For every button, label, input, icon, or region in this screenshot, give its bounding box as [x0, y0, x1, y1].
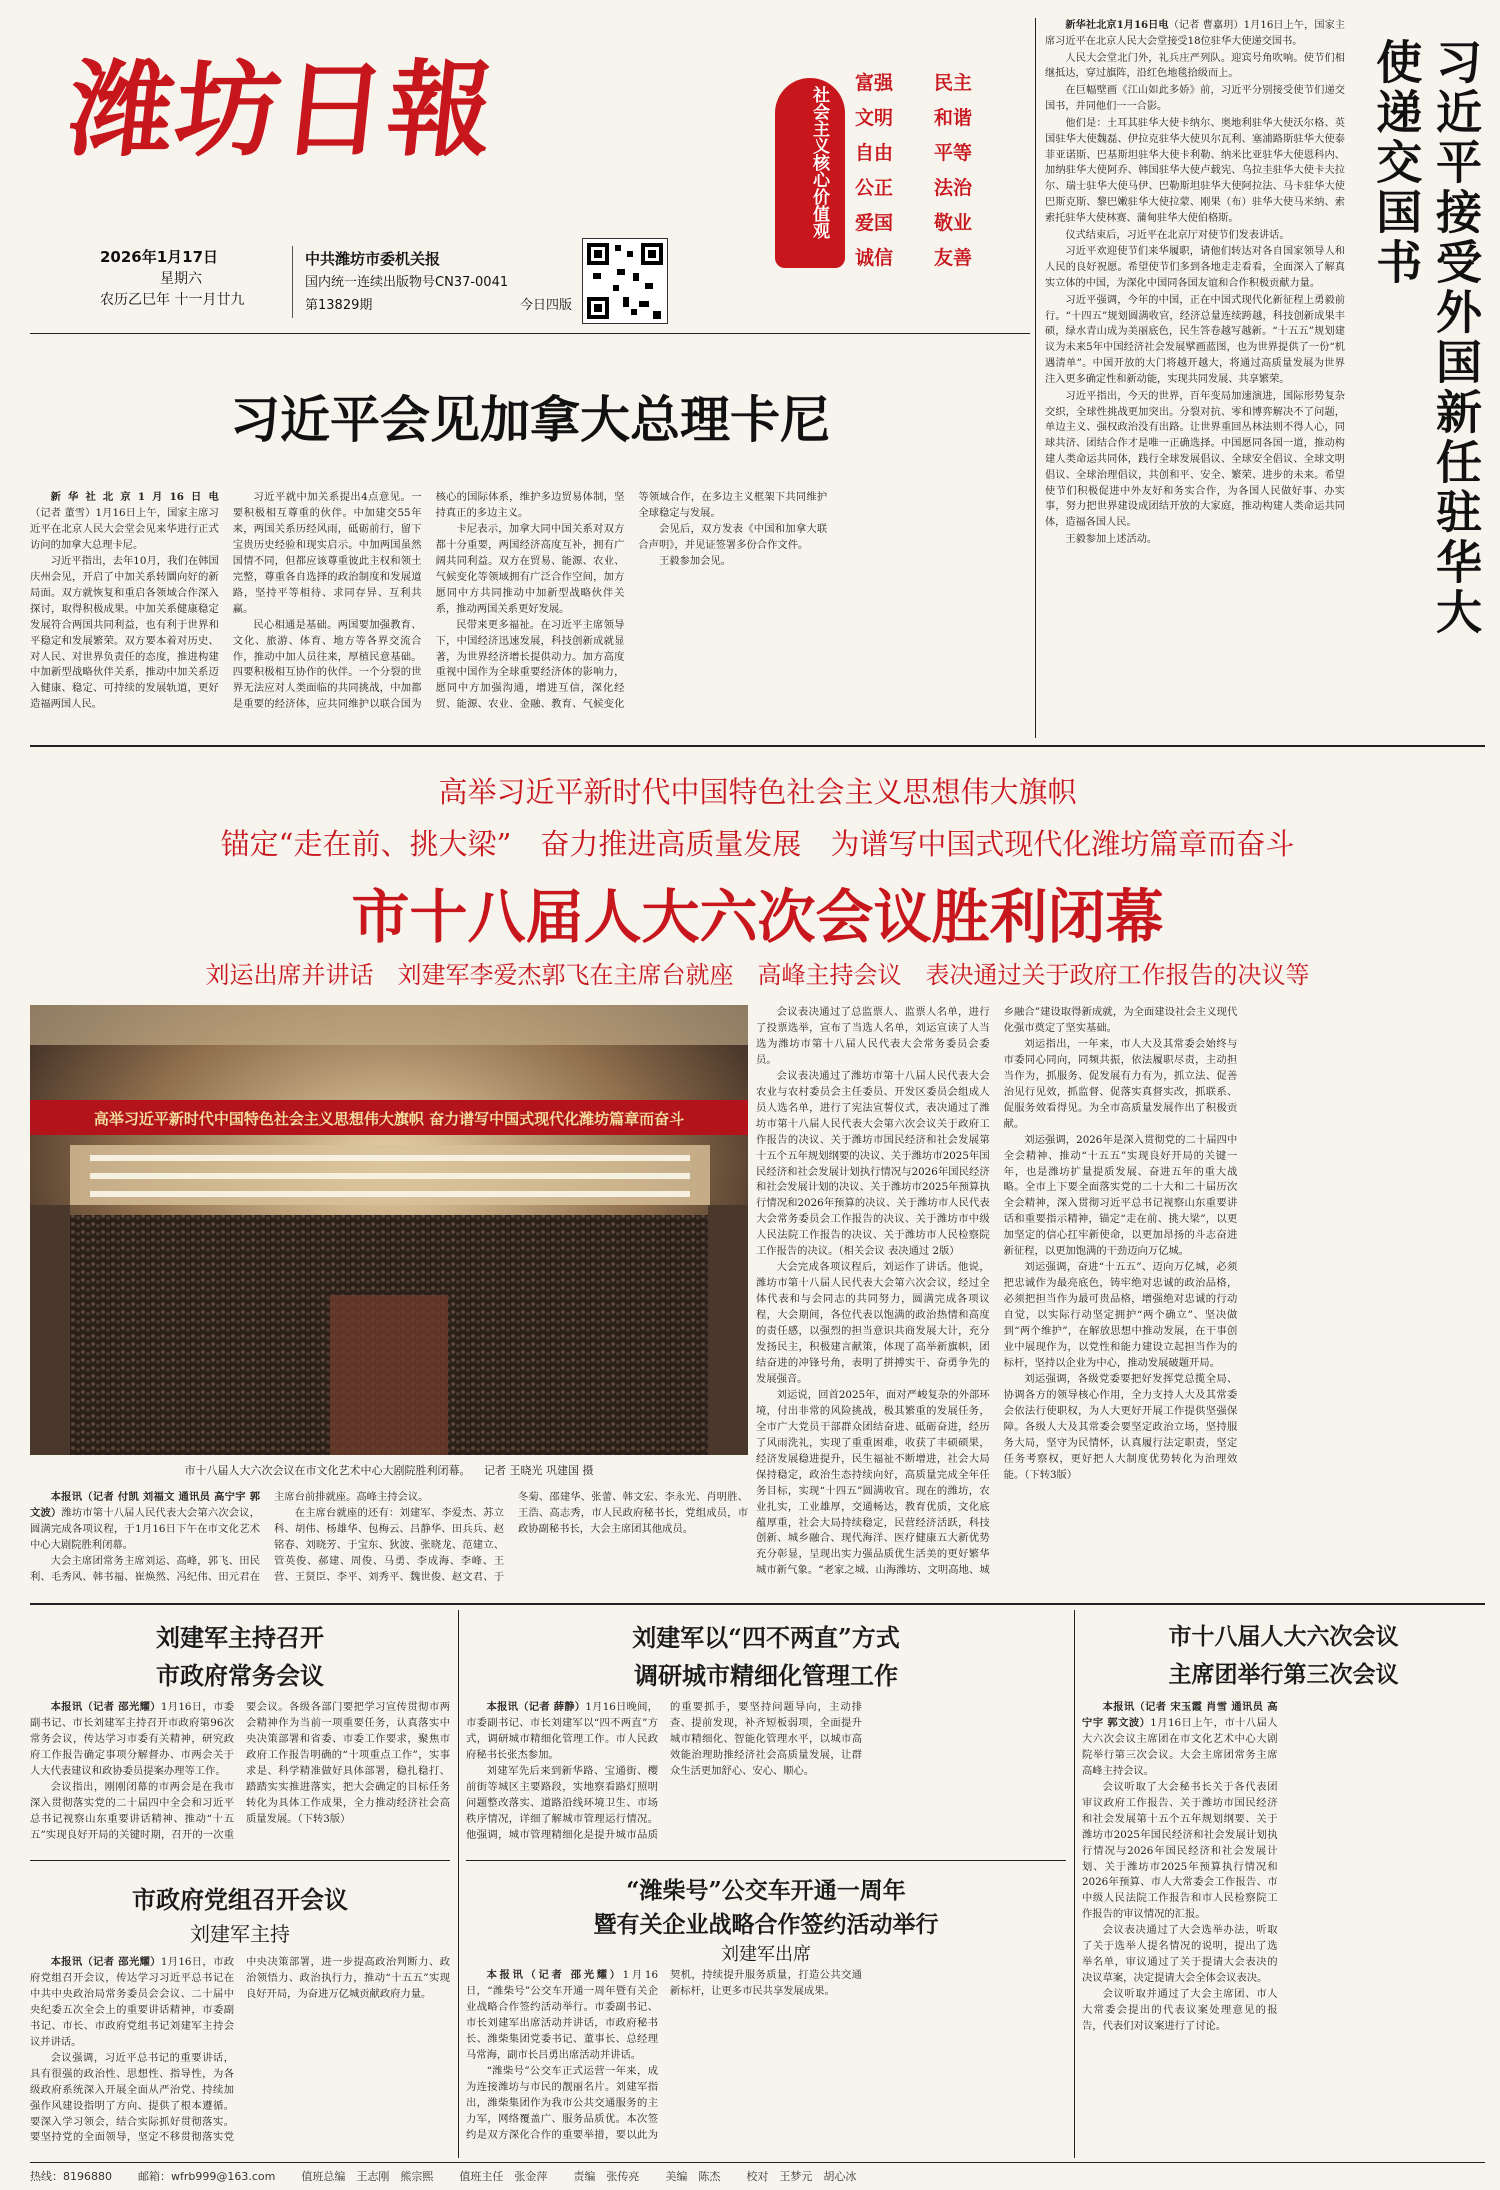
paragraph: 会见后，双方发表《中国和加拿大联合声明》，并见证签署多份合作文件。 — [638, 522, 828, 551]
section-rule — [30, 745, 1485, 747]
paragraph: 刘运强调，各级党委要把好发挥党总揽全局、协调各方的领导核心作用，全力支持人大及其常委会依法行使职权，为人大更好开展工作提供坚强保障。各级人大及其常委会要坚定政治立场，坚持服务大局，坚守为民情怀，认真履行法定职责，坚定任务考察权，更好把人大制度优势转化为治理效能。（下转3版） — [1003, 1372, 1238, 1481]
byline: 本报讯（记者 邵光耀） — [486, 1969, 623, 1981]
footer — [30, 2168, 1485, 2184]
serial-number: 国内统一连续出版物号CN37-0041 — [305, 275, 509, 291]
paragraph: 卡尼表示，加拿大同中国关系对双方都十分重要，两国经济高度互补，拥有广阔共同利益。双方在贸易、能源、农业、气候变化等领域拥有广泛合作空间，加方愿同中方共同推动中加新型战略伙伴关系，推动两国关系更好发展。 — [435, 522, 625, 615]
story1-headline-1: 刘建军主持召开 — [156, 1623, 324, 1652]
core-value: 文明 — [855, 107, 894, 129]
byline: 本报讯（记者 付凯 刘福文 通讯员 高宁宇 郭文波） — [30, 1491, 260, 1519]
top-right-body — [1045, 18, 1345, 740]
paragraph: 仪式结束后，习近平在北京厅对使节们发表讲话。 — [1065, 229, 1290, 241]
footer-rule — [30, 2162, 1485, 2163]
top-right-story — [1045, 18, 1485, 740]
story2-headline-1: 市政府党组召开会议 — [132, 1885, 348, 1914]
dateline: 新华社北京1月16日电 — [50, 491, 219, 503]
footer-email: 邮箱：wfrb999@163.com — [138, 2170, 276, 2183]
column-divider — [1035, 18, 1036, 738]
section-rule — [30, 1603, 1485, 1605]
story2-headline-2: 刘建军主持 — [190, 1922, 290, 1946]
story3-headline-1: 刘建军以“四不两直”方式 — [632, 1623, 900, 1652]
paragraph: 他们是：土耳其驻华大使卡纳尔、奥地利驻华大使沃尔格、英国驻华大使魏磊、伊拉克驻华大使贝尔瓦利、塞浦路斯驻华大使泰菲亚诺斯、巴基斯坦驻华大使卡利勒、纳米比亚驻华大使恩科内、加纳驻华大使阿乔、韩国驻华大使卢载宪、乌拉圭驻华大使卡夫拉尔、瑞士驻华大使马伊、巴勒斯坦驻华大使阿拉法、马卡驻华大使巴斯克斯、黎巴嫩驻华大使拉蒙、刚果（布）驻华大使马米纳、索索托驻华大使林赛、蒲甸驻华大使伯格斯。 — [1045, 117, 1345, 224]
core-value: 敬业 — [934, 212, 973, 234]
paragraph: 潍坊市第十八届人民代表大会第六次会议，圆满完成各项议程，于1月16日下午在市文化艺术中心大剧院胜利闭幕。 — [30, 1506, 261, 1551]
story-divider — [30, 1860, 450, 1861]
reporter: （记者 董雪） — [30, 506, 96, 519]
core-values-grid — [855, 68, 1005, 270]
story5-headline-1: 市十八届人大六次会议 — [1168, 1623, 1399, 1650]
story4-headline-2: 暨有关企业战略合作签约活动举行 — [593, 1911, 939, 1938]
paragraph: 刘建军先后来到新华路、宝通街、樱前街等城区主要路段，实地察看路灯照明问题整改落实、道路沿线环境卫生、市场秩序情况，详细了解城市管理运行情况。他强调，城市管理精细化是提升城市品质的重要抓手，要坚持问题导向，主动排查、提前发现，补齐短板弱项，全面提升城市精细化、智能化管理水平，以城市高效能治理助推经济社会高质量发展，让群众生活更加舒心、安心、顺心。 — [466, 1701, 862, 1841]
story3-headline-2: 调研城市精细化管理工作 — [634, 1661, 898, 1690]
story3-body — [466, 1700, 1066, 1850]
photo-banner-text: 高举习近平新时代中国特色社会主义思想伟大旗帜 奋力谱写中国式现代化潍坊篇章而奋斗 — [93, 1110, 685, 1128]
byline: 本报讯（记者 邵光耀） — [50, 1956, 161, 1968]
paragraph: “潍柴号”公交车正式运营一年来，成为连接潍坊与市民的靓丽名片。刘建军指出，潍柴集团作为我市公共交通服务的主力军，网络覆盖广、服务品质优。本次签约是双方深化合作的重要举措，要以此为契机，持续提升服务质量，打造公共交通新标杆，让更多市民共享发展成果。 — [466, 1969, 862, 2141]
core-values-panel — [775, 58, 1025, 328]
paragraph: 1月16日晚间，市委副书记、市长刘建军以“四不两直”方式，调研城市精细化管理工作。市人民政府秘书长张杰参加。 — [466, 1701, 658, 1761]
story-divider — [466, 1860, 1066, 1861]
footer-chief-editor: 值班总编 王志刚 熊宗熙 — [301, 2170, 434, 2183]
masthead-rule — [30, 333, 1030, 334]
paragraph: 人民大会堂北门外，礼兵庄严列队。迎宾号角吹响。使节们相继抵达，穿过旗阵，沿红色地毯拾级而上。 — [1045, 52, 1345, 80]
story4-body — [466, 1968, 1066, 2155]
dateline: 新华社北京1月16日电 — [1065, 19, 1169, 31]
paragraph: 会议强调，习近平总书记的重要讲话，具有很强的政治性、思想性、指导性，为各级政府系统深入开展全面从严治党、持续加强作风建设指明了方向、提供了根本遵循。要深入学习领会，结合实际抓好贯彻落实。要坚持党的全面领导，坚定不移贯彻落实党中央决策部署，进一步提高政治判断力、政治领悟力、政治执行力，推动“十五五”实现良好开局，为奋进万亿城贡献政府力量。 — [30, 1956, 450, 2144]
weekday: 星期六 — [160, 270, 202, 287]
masthead — [30, 18, 1030, 328]
paragraph: 王毅参加上述活动。 — [1065, 534, 1158, 545]
banner-slogan-2: 锚定“走在前、挑大梁” 奋力推进高质量发展 为谱写中国式现代化潍坊篇章而奋斗 — [220, 827, 1295, 861]
paragraph: 刘运说，回首2025年，面对严峻复杂的外部环境，付出非常的风险挑战，极其繁重的发展任务，全市广大党员干部群众团结奋进、砥砺奋进，经历了风雨洗礼，实现了重重困难，收获了丰硕硕果，经济发展稳进提升，民生福祉不断增进，社会大局保持稳定，政治生态持续向好，高质量完成全年任务目标，实现“十四五”圆满收官。现在的潍坊，农业扎实，工业雄厚，交通畅达，教育优质，文化底蕴厚重，社会大局持续稳定，民营经济活跃，科技创新、城乡融合、现代海洋、医疗健康五大新优势充分彰显，呈现出实力强品质优生活美的更好繁华城市新气象。“老家之城、山海潍坊、文明高地、城乡融合”建设取得新成就，为全面建设社会主义现代化强市奠定了坚实基础。 — [756, 1006, 1238, 1577]
main-story-right-columns — [756, 1005, 1485, 1598]
footer-proofreader: 校对 王梦元 胡心冰 — [746, 2170, 857, 2183]
paragraph: 刘运强调，2026年是深入贯彻党的二十届四中全会精神、推动“十五五”实现良好开局的关键一年，也是潍坊扩量提质发展、奋进五年的重大战略。全市上下要全面落实党的二十大和二十届历次全会精神，深入贯彻习近平总书记视察山东重要讲话和重要指示精神，锚定“走在前、挑大梁”，以更加坚定的信心扛牢新使命，以更加昂扬的斗志奋进新征程，以更加饱满的干劲迈向万亿城。 — [1003, 1133, 1238, 1258]
photo-credit: 记者 王晓光 巩建国 摄 — [484, 1464, 594, 1477]
paragraph: 刘运强调，奋进“十五五”、迈向万亿城，必须把忠诚作为最亮底色，铸牢绝对忠诚的政治品格，必须把担当作为最可贵品格，增强绝对忠诚的行动自觉，以实际行动坚定拥护“两个确立”、坚决做到“两个维护”，在解放思想中推动发展，在干事创业中展现作为，以党性和能力建设立起担当作为的标杆，坚持以企业为中心，推动发展破题开局。 — [1003, 1261, 1238, 1369]
issue-number: 第13829期 — [305, 298, 373, 313]
footer-hotline: 热线：8196880 — [30, 2170, 112, 2183]
story4-subhead: 刘建军出席 — [721, 1944, 811, 1965]
paragraph: 会议听取了大会秘书长关于各代表团审议政府工作报告、关于潍坊市国民经济和社会发展第十五个五年规划纲要、关于潍坊市2025年国民经济和社会发展计划执行情况与2026年国民经济和社会发展计划、关于潍坊市2025年预算执行情况和2026年预算、市人大常委会工作报告、市中级人民法院工作报告和市人民检察院工作报告的审议情况的汇报。 — [1082, 1780, 1278, 1921]
masthead-logo: 潍坊日報 — [63, 48, 501, 171]
story2-body — [30, 1955, 450, 2155]
top-right-headline: 习近平接受外国新任驻华大使递交国书 — [1369, 38, 1483, 638]
core-value: 友善 — [934, 247, 973, 269]
paragraph: 1月16日上午，市十八届人大六次会议主席团在市文化艺术中心大剧院举行第三次会议。大会主席团常务主席高峰主持会议。 — [1082, 1716, 1278, 1777]
lead-story-body — [30, 490, 1030, 736]
paragraph: 会议表决通过了大会选举办法，听取了关于选举人提名情况的说明，提出了选举名单，审议通过了关于提请大会表决的决议草案，决定提请大会全体会议表决。 — [1082, 1924, 1278, 1985]
core-values-title: 社会主义核心价值观 — [809, 86, 829, 239]
paragraph: 民心相通是基础。两国要加强教育、文化、旅游、体育、地方等各界交流合作，推动中加人员往来，厚植民意基础。四要积极相互协作的伙伴。一个分裂的世界无法应对人类面临的共同挑战，中加都是重要的经济体，应共同维护以联合国为核心的国际体系，维护多边贸易体制，坚持真正的多边主义。 — [232, 491, 625, 711]
paragraph: 刘运指出，一年来，市人大及其常委会始终与市委同心同向，同频共振，依法履职尽责，主动担当作为，抓服务、促发展有力有为，抓立法、促善治见行见效，抓监督、促落实真督实改，抓联系、促服务效看得见。为全市高质量发展作出了积极贡献。 — [1003, 1037, 1238, 1130]
reporter: （记者 曹嘉玥） — [1168, 20, 1244, 31]
paragraph: 习近平强调，今年的中国，正在中国式现代化新征程上勇毅前行。“十四五”规划圆满收官，经济总量连续跨越，科技创新成果丰硕，绿水青山成为美丽底色，民生答卷越写越新。“十五五”规划建议为未来5年中国经济社会发展擘画蓝图，也为世界提供了一份“机遇清单”。中国开放的大门将越开越大，将通过高质量发展为世界注入更多确定性和新动能，实现共同发展、共享繁荣。 — [1045, 294, 1345, 385]
paragraph: 会议表决通过了总监票人、监票人名单，进行了投票选举，宣布了当选人名单，刘运宣读了人当选为潍坊市第十八届人民代表大会常务委员会委员。 — [756, 1006, 990, 1066]
byline: 本报讯（记者 宋玉霞 肖雪 通讯员 高宁宇 郭文波） — [1082, 1701, 1278, 1729]
core-values-seal — [775, 78, 845, 268]
byline: 本报讯（记者 邵光耀） — [50, 1701, 161, 1713]
footer-duty-editor: 责编 张传亮 — [573, 2170, 640, 2183]
organ-name: 中共潍坊市委机关报 — [305, 250, 441, 268]
banner-slogan-1: 高举习近平新时代中国特色社会主义思想伟大旗帜 — [438, 775, 1077, 809]
core-value: 法治 — [934, 177, 973, 199]
column-divider — [458, 1610, 459, 2158]
footer-art-editor: 美编 陈杰 — [665, 2170, 721, 2183]
paragraph: 习近平指出，今天的世界，百年变局加速演进，国际形势复杂交织，全球性挑战更加突出。分裂对抗、零和博弈解决不了问题，单边主义、强权政治没有出路。让世界重回丛林法则不得人心，同球共济、团结合作才是唯一正确选择。中国愿同各国一道，推动构建人类命运共同体，践行全球发展倡议、全球安全倡议、全球文明倡议、全球治理倡议，共创和平、安全、繁荣、进步的未来。希望使节们积极促进中外友好和务实合作，为各国人民做好事、办实事，努力把世界建设成团结开放的大家庭，推动构建人类命运共同体，造福各国人民。 — [1045, 390, 1345, 529]
photo-caption-row — [30, 1462, 748, 1478]
story1-headline-2: 市政府常务会议 — [156, 1661, 324, 1690]
paragraph: 在主席台就座的还有：刘建军、李爱杰、苏立科、胡伟、杨雄华、包梅云、吕静华、田兵兵、赵铭春、刘晓芳、于宝东、狄波、张晓龙、范建立、管英俊、郝建、周俊、马勇、李成海、李峰、王营、王贤臣、李平、刘秀平、魏世俊、赵文君、于冬菊、邵建华、张蕾、韩文宏、李永光、肖明胜、王浩、高志秀，市人民政府秘书长，党组成员，市政协副秘书长，大会主席团其他成员。 — [274, 1491, 748, 1583]
paragraph: 大会主席团常务主席刘运、高峰，郭飞、田民利、毛秀风、韩书福、崔焕然、冯纪伟、田元君在主席台前排就座。高峰主持会议。 — [30, 1491, 429, 1583]
story4-headline-1: “潍柴号”公交车开通一周年 — [626, 1877, 906, 1904]
footer-editor: 值班主任 张金萍 — [459, 2170, 548, 2183]
paragraph: 1月16日上午，国家主席习近平在北京人民大会堂会见来华进行正式访问的加拿大总理卡尼。 — [30, 506, 219, 551]
core-value: 公正 — [855, 177, 894, 199]
core-value: 自由 — [855, 142, 894, 164]
banner-headline: 市十八届人大六次会议胜利闭幕 — [351, 883, 1164, 951]
issue-date: 2026年1月17日 — [100, 248, 219, 266]
paragraph: 1月16日，“潍柴号”公交车开通一周年暨有关企业战略合作签约活动举行。市委副书记、市长刘建军出席活动并讲话，市政府秘书长、潍柴集团党委书记、董事长、总经理马常海，副市长吕勇出席活动并讲话。 — [466, 1969, 658, 2061]
date-block — [100, 246, 300, 311]
byline: 本报讯（记者 薛静） — [486, 1701, 586, 1713]
paragraph: 会议听取并通过了大会主席团、市人大常委会提出的代表议案处理意见的报告，代表们对议案进行了讨论。 — [1082, 1988, 1278, 2033]
core-value: 诚信 — [855, 247, 894, 269]
paragraph: 会议指出，刚刚闭幕的市两会是在我市深入贯彻落实党的二十届四中全会和习近平总书记视察山东重要讲话精神、推动“十五五”实现良好开局的关键时期，召开的一次重要会议。各级各部门要把学习宣传贯彻市两会精神作为当前一项重要任务，认真落实中央决策部署和省委、市委工作要求，聚焦市政府工作报告明确的“十项重点工作”，实事求是、科学精准做好具体部署，稳扎稳打、踏踏实实推进落实，把大会确定的目标任务转化为具体工作成果，全力推动经济社会高质量发展。（下转3版） — [30, 1701, 450, 1841]
paragraph: 习近平就中加关系提出4点意见。一要积极相互尊重的伙伴。中加建交55年来，两国关系历经风雨，砥砺前行，留下宝贵历史经验和现实启示。中加两国虽然国情不同，但都应该尊重彼此主权和领土完整，尊重各自选择的政治制度和发展道路，坚持平等相待、求同存异、互利共赢。 — [232, 491, 422, 615]
main-photo — [30, 1005, 748, 1455]
qr-code — [582, 238, 668, 324]
story5-headline-2: 主席团举行第三次会议 — [1168, 1661, 1399, 1688]
photo-caption: 市十八届人大六次会议在市文化艺术中心大剧院胜利闭幕。 — [184, 1464, 471, 1477]
paragraph: 1月16日上午，国家主席习近平在北京人民大会堂接受18位驻华大使递交国书。 — [1045, 20, 1345, 47]
core-value: 富强 — [855, 72, 894, 94]
paragraph: 1月16日，市委副书记、市长刘建军主持召开市政府第96次常务会议，传达学习市委有关精神，研究政府工作报告确定事项分解督办、市两会关于人大代表建议和政协委员提案办理等工作。 — [30, 1701, 234, 1777]
core-value: 民主 — [934, 72, 973, 94]
publication-info — [292, 246, 572, 318]
main-story-under-photo — [30, 1490, 748, 1598]
story5-body — [1082, 1700, 1485, 2155]
paragraph: 1月16日，市政府党组召开会议，传达学习习近平总书记在中共中央政治局常务委员会会议、二十届中央纪委五次全会上的重要讲话精神，市委副书记、市长、市政府党组书记刘建军主持会议并讲话。 — [30, 1956, 234, 2048]
core-value: 平等 — [934, 142, 973, 164]
paragraph: 王毅参加会见。 — [658, 554, 732, 567]
banner-subhead: 刘运出席并讲话 刘建军李爱杰郭飞在主席台就座 高峰主持会议 表决通过关于政府工作报告的决议等 — [205, 961, 1310, 989]
paragraph: 民带来更多福祉。在习近平主席领导下，中国经济迅速发展，科技创新成就显著，为世界经济增长提供动力。加方高度重视中国作为全球重要经济体的影响力，愿同中方加强沟通，增进互信，深化经贸、能源、农业、金融、教育、气候变化等领域合作，在多边主义框架下共同维护全球稳定与发展。 — [435, 491, 828, 711]
story1-body — [30, 1700, 450, 1850]
paragraph: 在巨幅壁画《江山如此多娇》前，习近平分别接受使节们递交国书，并同他们一一合影。 — [1045, 85, 1345, 113]
paragraph: 会议表决通过了潍坊市第十八届人民代表大会农业与农村委员会主任委员、开发区委员会组成人员人选名单，进行了宪法宣誓仪式，表决通过了潍坊市第十八届人民代表大会第六次会议关于政府工作报告的决议、关于潍坊市国民经济和社会发展第十五个五年规划纲要的决议、关于潍坊市2025年国民经济和社会发展计划执行情况与2026年国民经济和社会发展计划的决议、关于潍坊市2025年预算执行情况和2026年预算的决议、关于潍坊市人民代表大会常务委员会工作报告的决议、关于潍坊市中级人民法院工作报告的决议、关于潍坊市人民检察院工作报告的决议。（相关会议 表决通过 2版） — [756, 1069, 990, 1258]
paragraph: 习近平欢迎使节们来华履职，请他们转达对各自国家领导人和人民的良好祝愿。希望使节们多到各地走走看看，全面深入了解真实立体的中国，为深化中国同各国友谊和合作积极贡献力量。 — [1045, 246, 1345, 289]
paragraph: 大会完成各项议程后，刘运作了讲话。他说，潍坊市第十八届人民代表大会第六次会议，经过全体代表和与会同志的共同努力，圆满完成各项议程，大会期间，各位代表以饱满的政治热情和高度的责任感，以强烈的担当意识共商发展大计，充分发扬民主，积极建言献策，体现了高举新旗帜，团结奋进的冲锋号角，表明了拼搏实干、奋勇争先的发展强音。 — [756, 1261, 990, 1385]
core-value: 和谐 — [934, 107, 973, 129]
column-divider — [1074, 1610, 1075, 2158]
lead-headline: 习近平会见加拿大总理卡尼 — [230, 390, 830, 449]
page-count: 今日四版 — [519, 298, 572, 313]
lunar-date: 农历乙巳年 十一月廿九 — [100, 291, 245, 308]
paragraph: 习近平指出，去年10月，我们在韩国庆州会见，开启了中加关系转圜向好的新局面。双方就恢复和重启各领域合作深入探讨，取得积极成果。中加关系健康稳定发展符合两国共同利益，也有利于世界和平稳定和发展繁荣。双方要本着对历史、对人民、对世界负责任的态度，推进构建中加新型战略伙伴关系，推动中加关系迈入健康、稳定、可持续的发展轨道，更好造福两国人民。 — [30, 554, 219, 711]
core-value: 爱国 — [855, 212, 894, 234]
